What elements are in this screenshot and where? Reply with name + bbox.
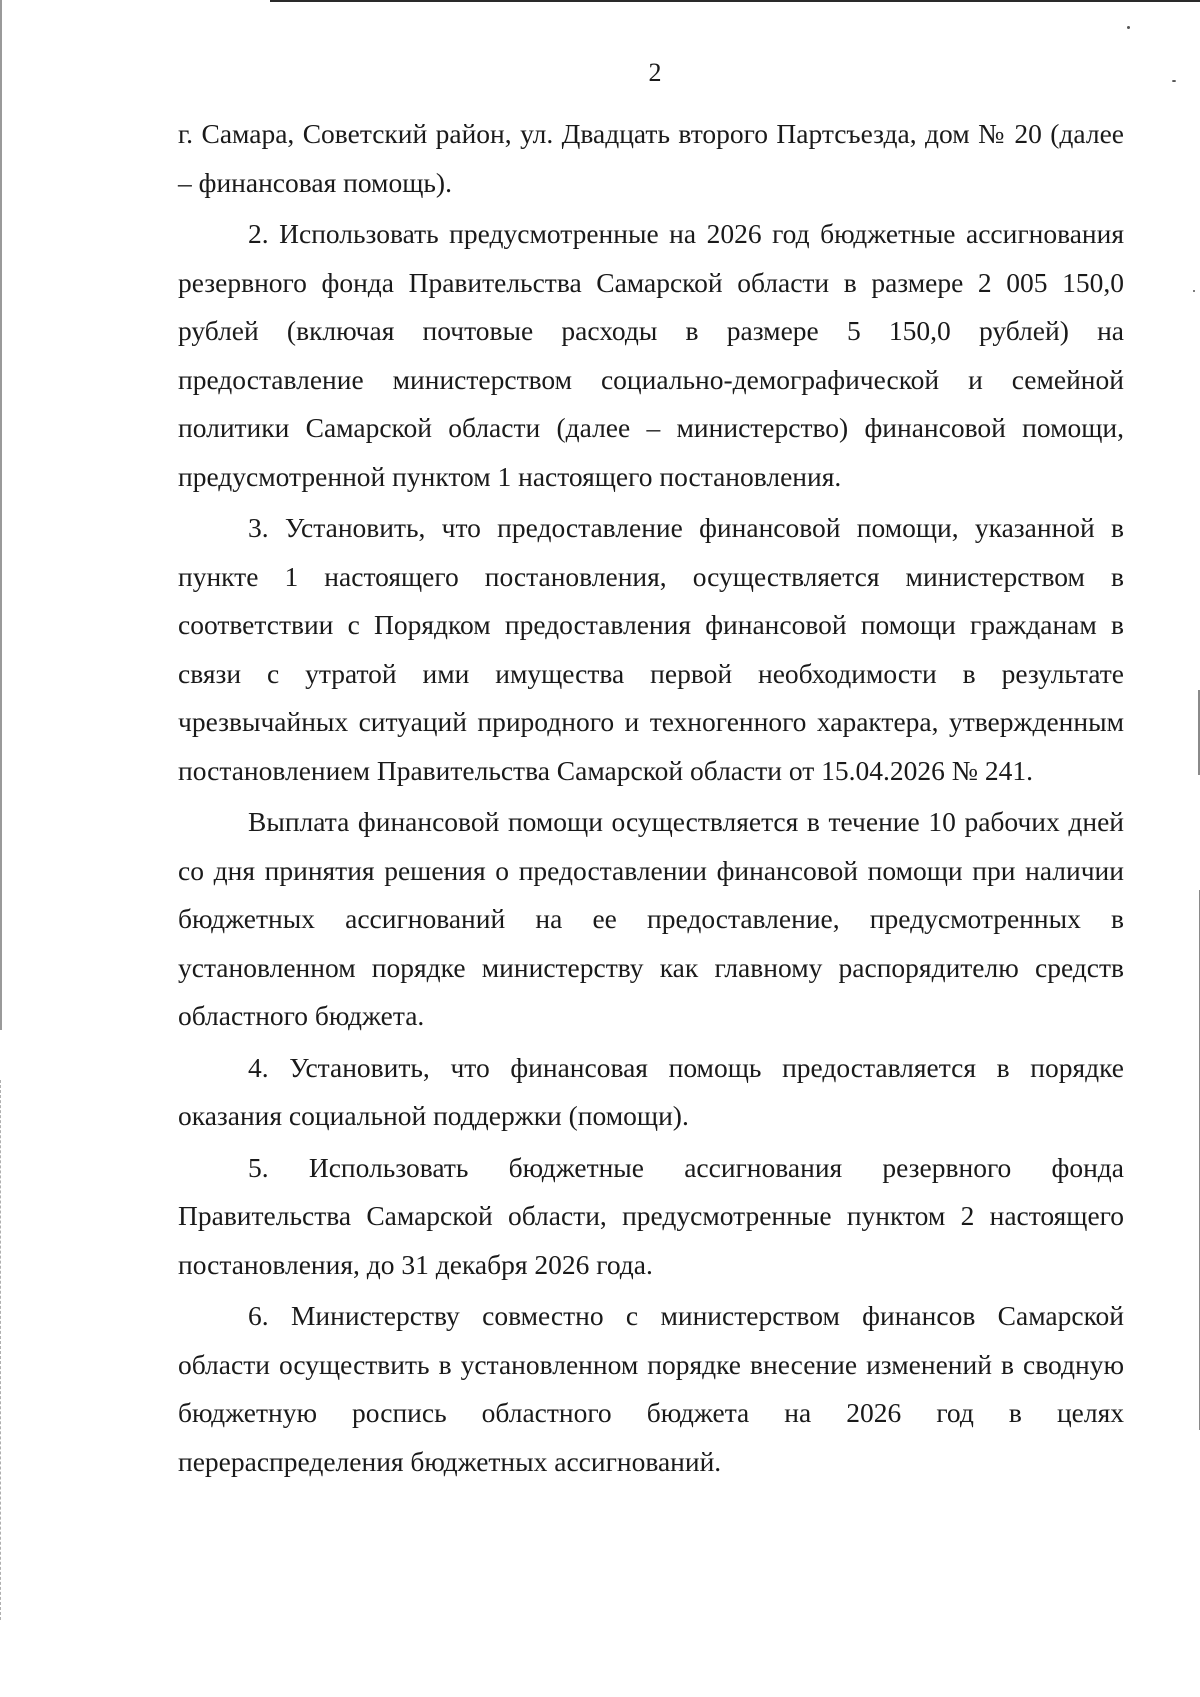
scan-top-border bbox=[270, 0, 1200, 2]
paragraph: 6. Министерству совместно с министерством финансов Самарской области осуществить в установленном порядке внесение изменений в сводную бюджетную роспись областного бюджета на 2026 год в целях перераспределения бюджетных ассигнований. bbox=[178, 1300, 1124, 1477]
document-body bbox=[178, 110, 1124, 1489]
paragraph: 4. Установить, что финансовая помощь предоставляется в порядке оказания социальной поддержки (помощи). bbox=[178, 1051, 1124, 1131]
paragraph: Выплата финансовой помощи осуществляется в течение 10 рабочих дней со дня принятия решения о предоставлении финансовой помощи при наличии бюджетных ассигнований на ее предоставление, предусмотренных в установленном порядке министерству как главному распорядителю средств областного бюджета. bbox=[178, 806, 1124, 1031]
paragraph: 2. Использовать предусмотренные на 2026 год бюджетные ассигнования резервного фонда Правительства Самарской области в размере 2 005 150,0 рублей (включая почтовые расходы в размере 5 150,0 рублей) на предоставление министерством социально-демографической и семейной политики Самарской области (далее – министерство) финансовой помощи, предусмотренной пунктом 1 настоящего постановления. bbox=[178, 218, 1124, 492]
paragraph: 5. Использовать бюджетные ассигнования резервного фонда Правительства Самарской области, предусмотренные пунктом 2 настоящего постановления, до 31 декабря 2026 года. bbox=[178, 1151, 1124, 1280]
scan-speck bbox=[1127, 26, 1130, 29]
scan-left-edge bbox=[0, 0, 2, 1030]
page-number: 2 bbox=[648, 58, 662, 87]
scan-speck bbox=[1193, 290, 1195, 292]
paragraph: 3. Установить, что предоставление финансовой помощи, указанной в пункте 1 настоящего постановления, осуществляется министерством в соответствии с Порядком предоставления финансовой помощи гражданам в связи с утратой ими имущества первой необходимости в результате чрезвычайных ситуаций природного и техногенного характера, утвержденным постановлением Правительства Самарской области от 15.04.2026 № 241. bbox=[178, 512, 1124, 786]
scan-left-edge-lower bbox=[0, 1080, 2, 1620]
paragraph: г. Самара, Советский район, ул. Двадцать второго Партсъезда, дом № 20 (далее – финансовая помощь). bbox=[178, 118, 1124, 198]
